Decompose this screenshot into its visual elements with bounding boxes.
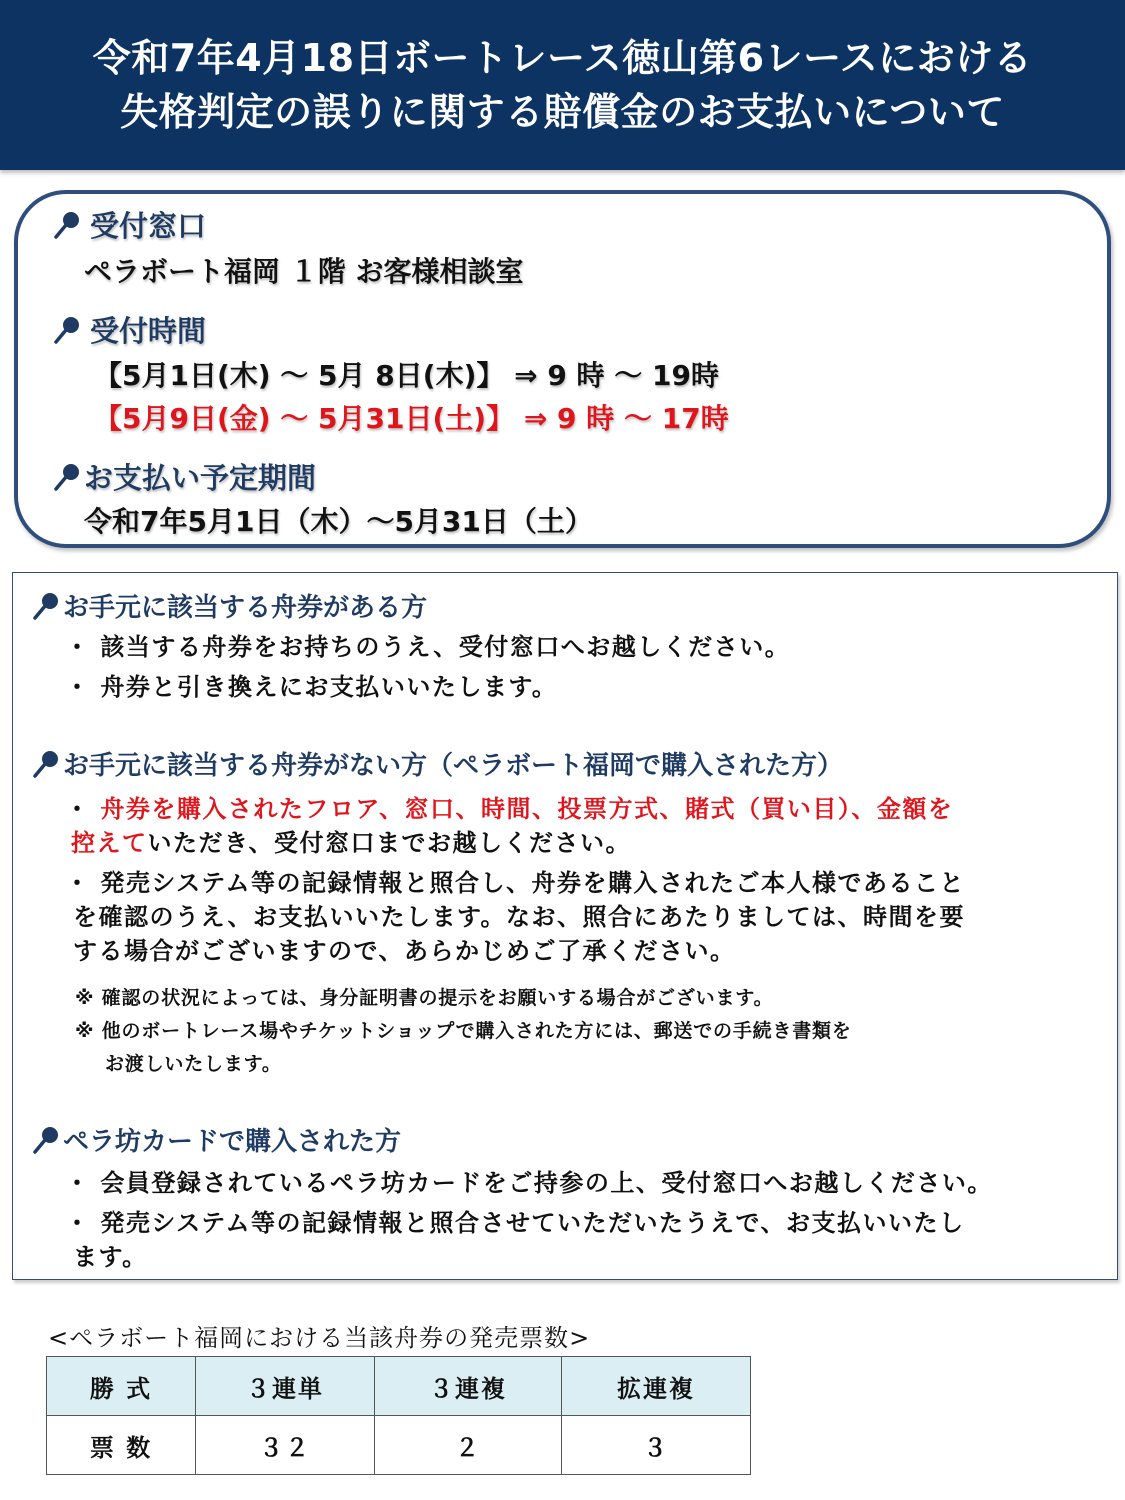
section-pera-card-line-1: ・ 会員登録されているペラ坊カードをご持参の上、受付窓口へお越しください。 <box>65 1169 993 1197</box>
section-without-ticket-line-2: 控えていただき、受付窓口までお越しください。 <box>71 829 632 857</box>
payment-details-box <box>12 572 1118 1280</box>
pin-icon <box>52 210 82 240</box>
ticket-table-title: <ペラボート福岡における当該舟券の発売票数> <box>48 1324 591 1352</box>
table-header-cell: ３連複 <box>375 1357 562 1416</box>
note-other-venues: ※ 他のボートレース場やチケットショップで購入された方には、郵送での手続き書類を <box>75 1020 852 1042</box>
reception-window-text: ペラボート福岡 １階 お客様相談室 <box>84 255 524 288</box>
section-without-ticket-line-3: ・ 発売システム等の記録情報と照合し、舟券を購入されたご本人様であること <box>65 869 965 897</box>
payment-period-text: 令和7年5月1日（木）～5月31日（土） <box>84 505 593 538</box>
page-title-line-2: 失格判定の誤りに関する賠償金のお支払いについて <box>120 90 1005 134</box>
table-header-cell: ３連単 <box>196 1357 375 1416</box>
section-with-ticket-line-1: ・ 該当する舟券をお持ちのうえ、受付窓口へお越しください。 <box>65 633 791 661</box>
payment-period-heading: お支払い予定期間 <box>52 456 316 497</box>
table-header-cell: 拡連複 <box>562 1357 751 1416</box>
section-without-ticket-heading: お手元に該当する舟券がない方（ペラボート福岡で購入された方） <box>31 745 843 782</box>
reception-hours-line-1: 【5月1日(木) ～ 5月 8日(木)】 ⇒ 9 時 ～ 19時 <box>94 359 720 392</box>
note-id-check: ※ 確認の状況によっては、身分証明書の提示をお願いする場合がございます。 <box>75 987 774 1009</box>
section-pera-card-heading: ペラ坊カードで購入された方 <box>31 1121 401 1158</box>
reception-hours-heading: 受付時間 <box>52 309 206 350</box>
table-value-label: 票 数 <box>47 1416 196 1475</box>
table-cell: ２ <box>375 1416 562 1475</box>
section-pera-card-line-3: ます。 <box>73 1243 148 1271</box>
table-row <box>47 1357 751 1416</box>
reception-info-box <box>14 190 1111 548</box>
pin-icon <box>52 462 82 492</box>
section-without-ticket-line-1: ・ 舟券を購入されたフロア、窓口、時間、投票方式、賭式（買い目）、金額を <box>65 795 954 823</box>
pin-icon <box>52 315 82 345</box>
page-title-banner <box>0 0 1125 170</box>
pin-icon <box>31 749 61 779</box>
section-without-ticket-line-4: を確認のうえ、お支払いいたします。なお、照合にあたりましては、時間を要 <box>73 903 966 931</box>
section-without-ticket-line-5: する場合がございますので、あらかじめご了承ください。 <box>73 937 736 965</box>
table-cell: ３２ <box>196 1416 375 1475</box>
page-title-line-1: 令和7年4月18日ボートレース徳山第6レースにおける <box>92 36 1033 80</box>
table-header-label: 勝 式 <box>47 1357 196 1416</box>
table-row <box>47 1416 751 1475</box>
section-pera-card-line-2: ・ 発売システム等の記録情報と照合させていただいたうえで、お支払いいたし <box>65 1209 965 1237</box>
section-with-ticket-heading: お手元に該当する舟券がある方 <box>31 587 427 624</box>
reception-window-heading: 受付窓口 <box>52 204 206 245</box>
section-with-ticket-line-2: ・ 舟券と引き換えにお支払いいたします。 <box>65 673 558 701</box>
pin-icon <box>31 1125 61 1155</box>
table-cell: ３ <box>562 1416 751 1475</box>
note-other-venues-cont: お渡しいたします。 <box>105 1053 282 1075</box>
ticket-count-table <box>46 1356 751 1475</box>
pin-icon <box>31 591 61 621</box>
reception-hours-line-2: 【5月9日(金) ～ 5月31日(土)】 ⇒ 9 時 ～ 17時 <box>94 402 729 435</box>
